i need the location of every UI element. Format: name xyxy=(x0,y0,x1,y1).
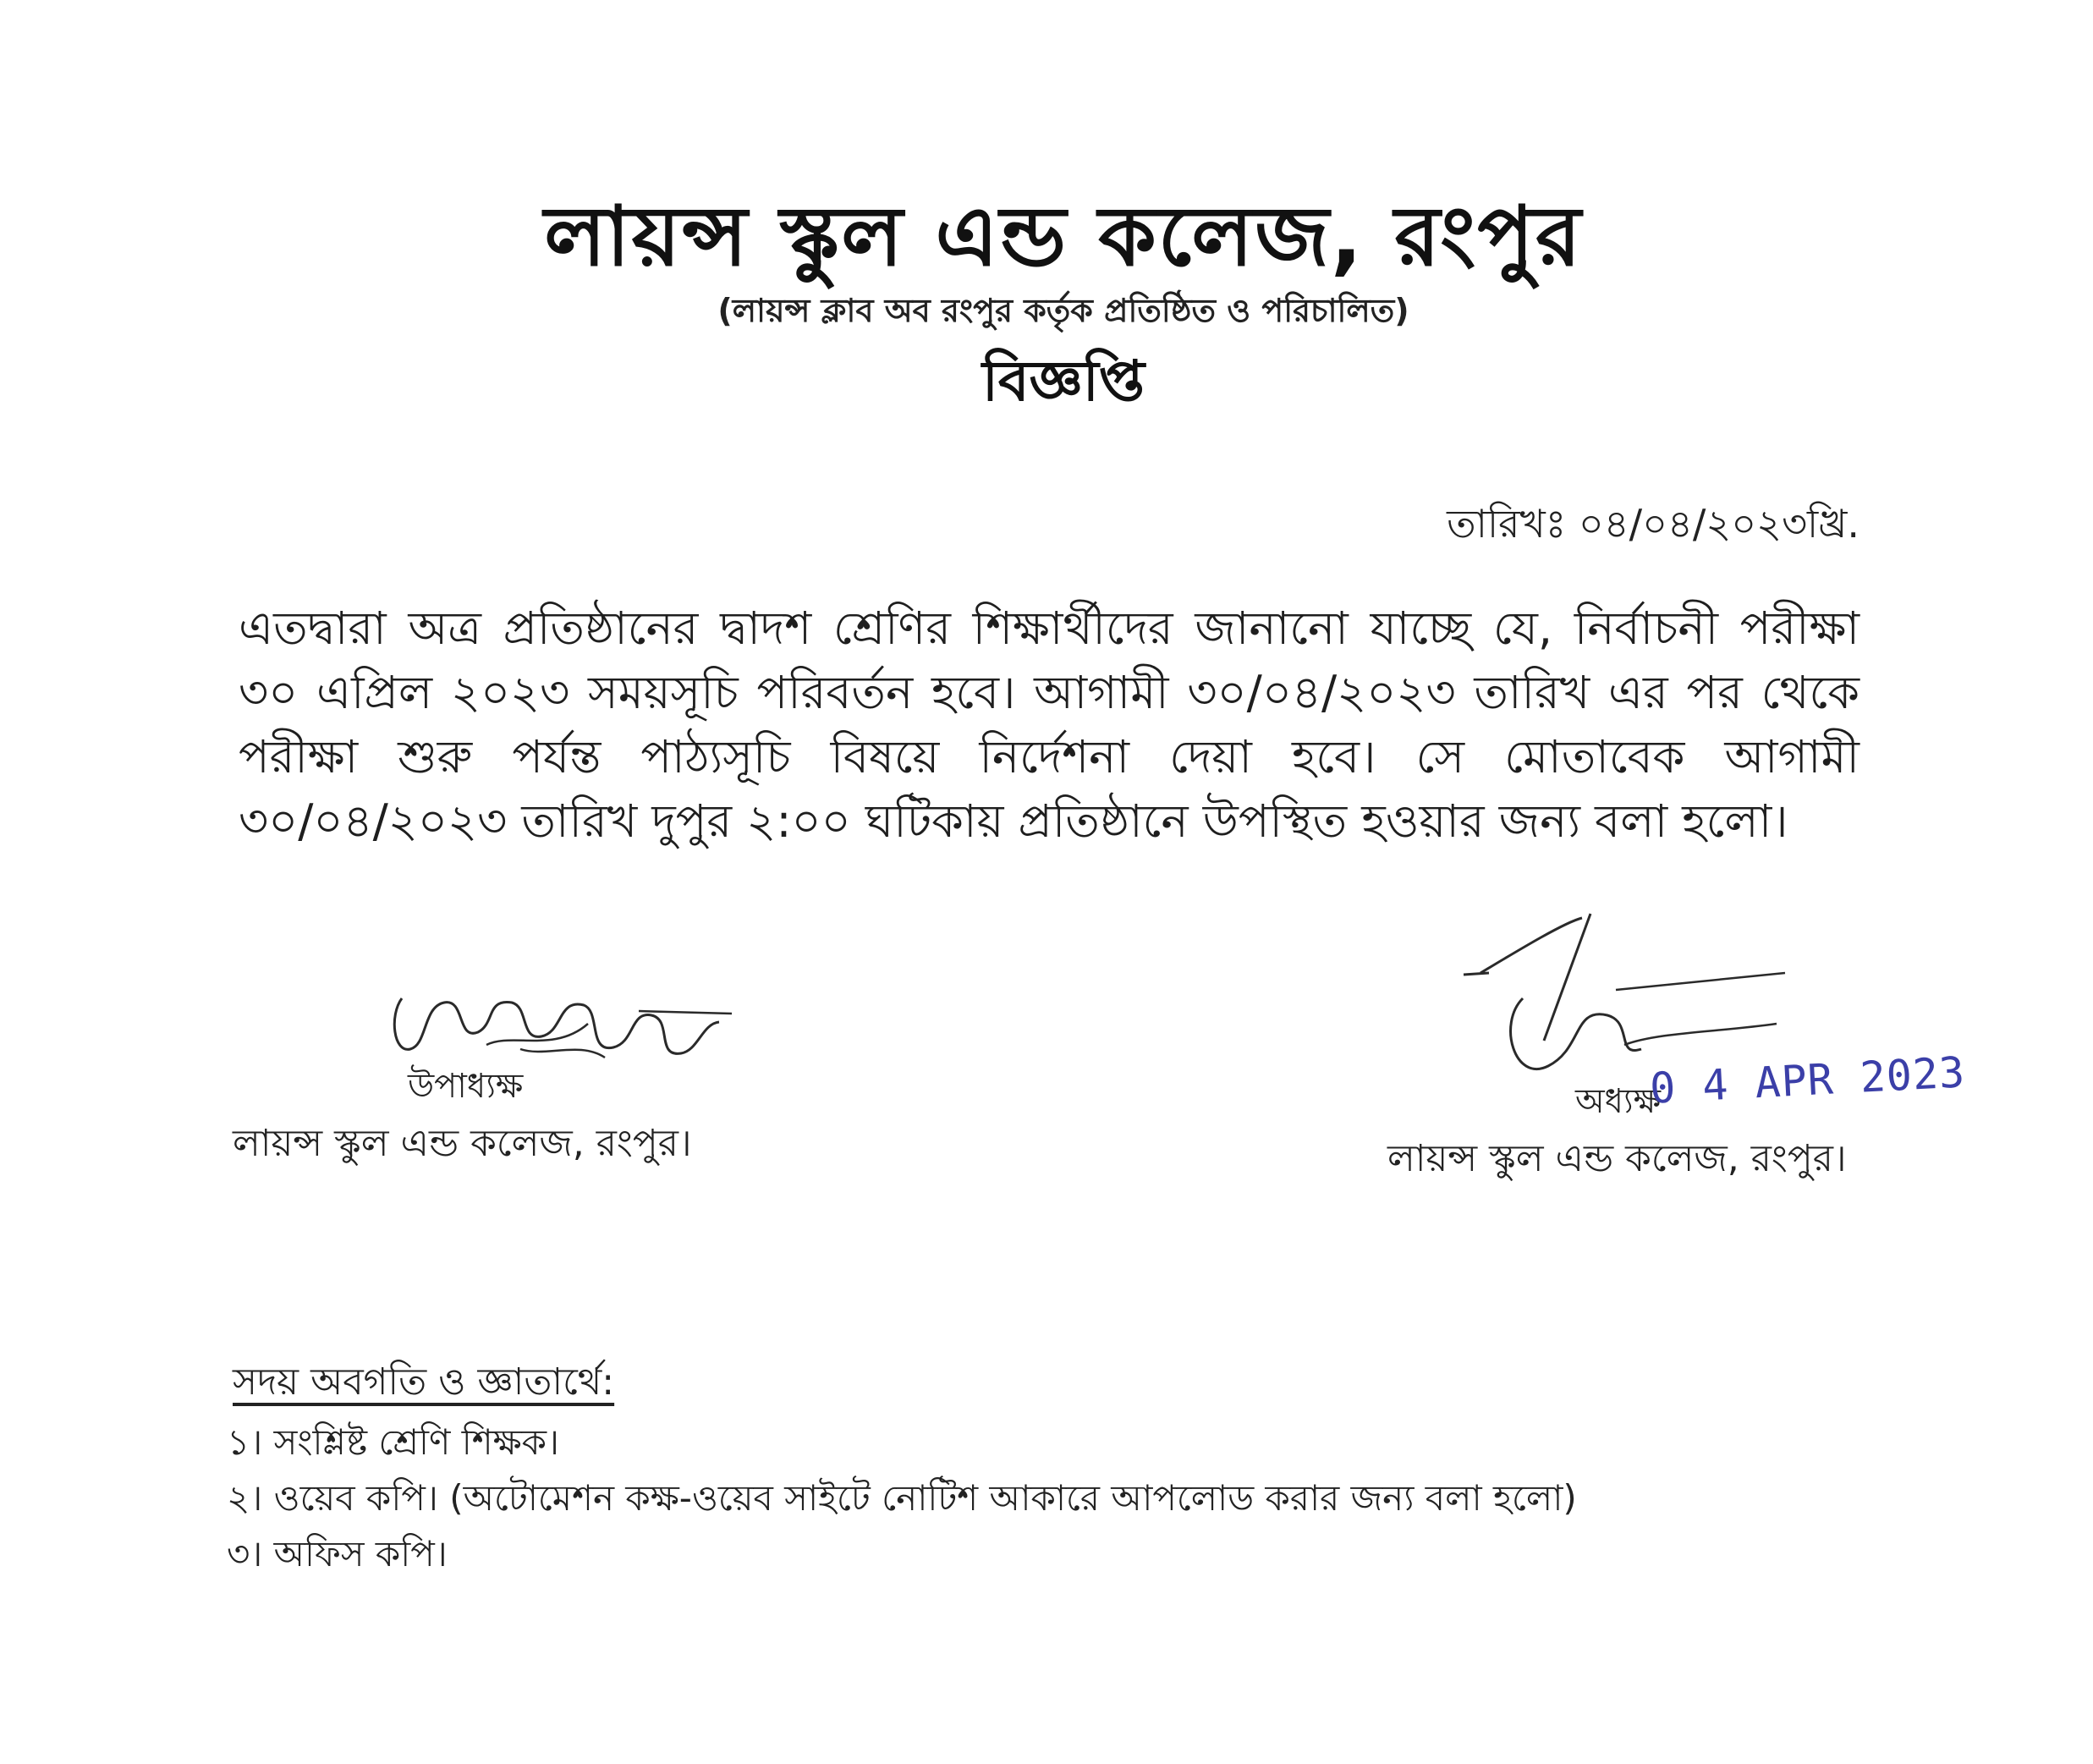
vice-principal-title: উপাধ্যক্ষ xyxy=(408,1067,524,1106)
institution-name: লায়ন্স স্কুল এন্ড কলেজ, রংপুর xyxy=(544,189,1583,285)
institution-subtitle: (লায়ন্স ক্লাব অব রংপুর কর্তৃক প্রতিষ্ঠিত ও পরিচালিত) xyxy=(717,292,1409,329)
notice-heading: বিজ্ঞপ্তি xyxy=(982,349,1145,414)
cc-list xyxy=(227,1415,1577,1582)
list-item: ৩। অফিস কপি। xyxy=(227,1533,448,1574)
cc-heading: সদয় অবগতি ও জ্ঞাতার্থে: xyxy=(233,1360,615,1404)
list-item: ২। ওয়েব কপি। (অটোমেশন কক্ষ-ওয়েব সাইটে নোটিশ আকারে আপলোড করার জন্য বলা হলো) xyxy=(227,1477,1577,1519)
notice-body: এতদ্বারা অত্র প্রতিষ্ঠানের দ্বাদশ শ্রেণির শিক্ষার্থীদের জানানো যাচ্ছে যে, নির্বাচনী পরীক্ষা ৩০ এপ্রিল ২০২৩ সময়সূচি পরিবর্তন হবে। আগামী ৩০/০৪/২০২৩ তারিখ এর পর থেকে পরীক্ষা শুরু পর্যন্ত পাঠ্যসূচি বিষয়ে নির্দেশনা দেয়া হবে। সে মোতাবেক আগামী ৩০/০৪/২০২৩ তারিখ দুপুর ২:০০ ঘটিকায় প্রতিষ্ঠানে উপস্থিত হওয়ার জন্য বলা হলো। xyxy=(239,602,1860,848)
vice-principal-institution: লায়ন্স স্কুল এন্ড কলেজ, রংপুর। xyxy=(233,1122,692,1165)
list-item: ১। সংশ্লিষ্ট শ্রেণি শিক্ষক। xyxy=(227,1421,560,1463)
principal-institution: লায়ন্স স্কুল এন্ড কলেজ, রংপুর। xyxy=(1387,1137,1847,1180)
notice-date: তারিখঃ ০৪/০৪/২০২৩খ্রি. xyxy=(1447,501,1860,547)
date-stamp: 0 4 APR 2023 xyxy=(1648,1047,1967,1113)
principal-title: অধ্যক্ষ xyxy=(1575,1082,1662,1121)
